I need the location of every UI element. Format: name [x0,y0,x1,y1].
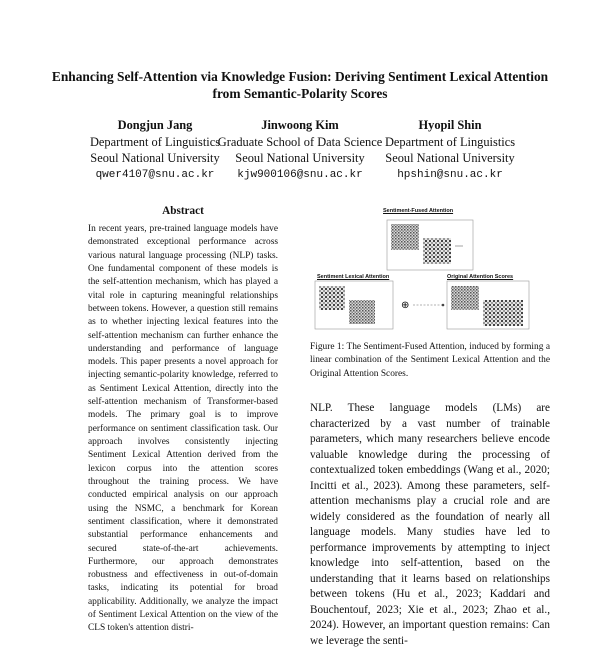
author-affiliation: Graduate School of Data Science [217,134,383,149]
figure-1 [305,208,545,336]
author-email: kjw900106@snu.ac.kr [237,168,363,181]
figure-label-fused: Sentiment-Fused Attention [383,208,454,214]
fused-attention-matrix [387,220,473,270]
body-paragraph: NLP. These language models (LMs) are characterized by a vast number of trainable parameters, which many researchers believe encode valuable knowledge during the processing of contextualized token embeddings (Wang et al., 2020; Incitti et al., 2023). Among these parameters, self-attention mechanisms play a crucial role and are widely considered as the foundation of nearly all language models. Many studies have led to performance improvements by attempting to inject knowledge into self-attention, based on the understanding that it learns based on relationships between tokens (Hu et al., 2023; Kaddari and Bouchentouf, 2023; Xie et al., 2023; Zhao et al., 2024). However, an important question remains: Can we leverage the senti- [310,402,550,647]
figure-label-original: Original Attention Scores [447,274,514,280]
abstract-heading: Abstract [162,205,204,217]
abstract-text: In recent years, pre-trained language models have demonstrated exceptional performance across various natural language processing (NLP) tasks. One fundamental component of these models is the self-attention mechanism, which has played a vital role in capturing meaningful relationships between tokens. However, a question still remains as to whether injecting lexical features into the self-attention mechanism can further enhance the understanding and performance of language models. This paper presents a novel approach for injecting semantic-polarity knowledge, referred to as Sentiment Lexical Attention, directly into the self-attention mechanism of Transformer-based models. The primary goal is to improve performance on sentiment classification task. Our approach involves consistently injecting Sentiment Lexical Attention derived from the lexicon corpus into the attention scores throughout the training process. We have conducted empirical analysis on our approach using the NSMC, a benchmark for Korean sentiment classification, where it demonstrated substantial performance enhancements and secured state-of-the-art achievements. Furthermore, our approach demonstrates robustness and effectiveness in out-of-domain tasks, indicating its potential for broad applicability. Additionally, we analyze the impact of Sentiment Lexical Attention on the view of the CLS token's attention distri- [88,224,278,634]
figure-label-lexical: Sentiment Lexical Attention [317,274,390,280]
figure-caption: Figure 1: The Sentiment-Fused Attention, induced by forming a linear combination of the Sentiment Lexical Attention and the Original Attention Scores. [310,342,550,379]
author-affiliation: Department of Linguistics [384,134,516,149]
author-email: hpshin@snu.ac.kr [397,168,503,181]
author-name: Hyopil Shin [418,118,482,132]
author-institution: Seoul National University [90,151,220,165]
author-institution: Seoul National University [385,151,515,165]
author-2 [215,117,385,183]
author-3 [370,117,530,183]
plus-operator: ⊕ [401,300,410,311]
author-email: qwer4107@snu.ac.kr [95,168,215,181]
figure-diagram [305,208,545,336]
paper-title: Enhancing Self-Attention via Knowledge Fusion: Deriving Sentiment Lexical Attention from Semantic-Polarity Scores [51,69,549,101]
lexical-attention-matrix [315,281,393,329]
author-name: Dongjun Jang [117,118,193,132]
author-1 [75,117,235,183]
author-institution: Seoul National University [235,151,365,165]
author-affiliation: Department of Linguistics [89,134,221,149]
author-name: Jinwoong Kim [261,118,339,132]
original-attention-matrix [447,281,529,329]
